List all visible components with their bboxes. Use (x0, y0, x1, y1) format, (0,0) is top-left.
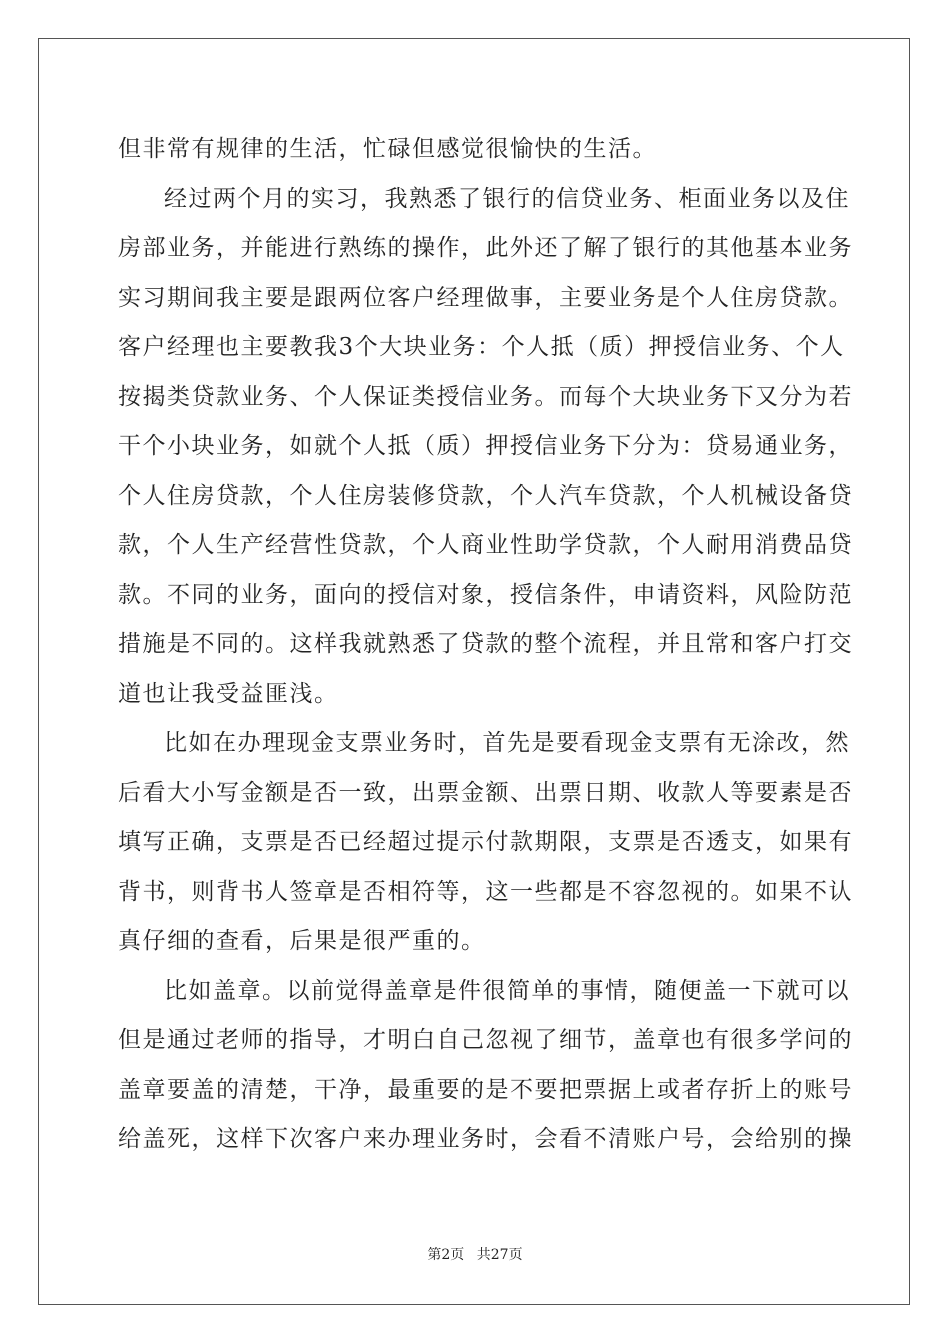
text-line: 干个小块业务，如就个人抵（质）押授信业务下分为：贷易通业务， (118, 433, 853, 459)
text-line: 道也让我受益匪浅。 (118, 680, 339, 707)
text-line: 款，个人生产经营性贷款，个人商业性助学贷款，个人耐用消费品贷 (118, 532, 853, 558)
text-line: 给盖死，这样下次客户来办理业务时，会看不清账户号，会给别的操 (118, 1126, 853, 1152)
text-line: 实习期间我主要是跟两位客户经理做事，主要业务是个人住房贷款。 (118, 284, 853, 311)
text-line: 盖章要盖的清楚，干净，最重要的是不要把票据上或者存折上的账号 (118, 1076, 853, 1103)
text-line: 经过两个月的实习，我熟悉了银行的信贷业务、柜面业务以及住 (164, 185, 850, 212)
text-line: 措施是不同的。这样我就熟悉了贷款的整个流程，并且常和客户打交 (118, 631, 853, 657)
page-footer (0, 1244, 950, 1264)
text-line: 背书，则背书人签章是否相符等，这一些都是不容忽视的。如果不认 (118, 878, 853, 905)
text-line: 但是通过老师的指导，才明白自己忽视了细节，盖章也有很多学问的 (118, 1027, 853, 1053)
page-total: 共27页 (476, 1247, 523, 1263)
text-line: 真仔细的查看，后果是很严重的。 (118, 928, 486, 954)
page-number: 第2页 (427, 1247, 465, 1263)
text-line: 比如在办理现金支票业务时，首先是要看现金支票有无涂改，然 (164, 730, 850, 756)
text-line: 款。不同的业务，面向的授信对象，授信条件，申请资料，风险防范 (118, 581, 853, 608)
text-line: 但非常有规律的生活，忙碌但感觉很愉快的生活。 (118, 136, 657, 162)
document-body (118, 125, 853, 1165)
text-line: 填写正确，支票是否已经超过提示付款期限，支票是否透支，如果有 (118, 829, 853, 855)
text-line: 后看大小写金额是否一致，出票金额、出票日期、收款人等要素是否 (118, 779, 853, 806)
text-line: 比如盖章。以前觉得盖章是件很简单的事情，随便盖一下就可以 (164, 977, 850, 1004)
text-line: 个人住房贷款，个人住房装修贷款，个人汽车贷款，个人机械设备贷 (118, 482, 853, 509)
text-line: 房部业务，并能进行熟练的操作，此外还了解了银行的其他基本业务 (118, 235, 853, 261)
text-line: 按揭类贷款业务、个人保证类授信业务。而每个大块业务下又分为若 (118, 383, 853, 410)
text-line: 客户经理也主要教我3个大块业务：个人抵（质）押授信业务、个人 (118, 334, 845, 360)
